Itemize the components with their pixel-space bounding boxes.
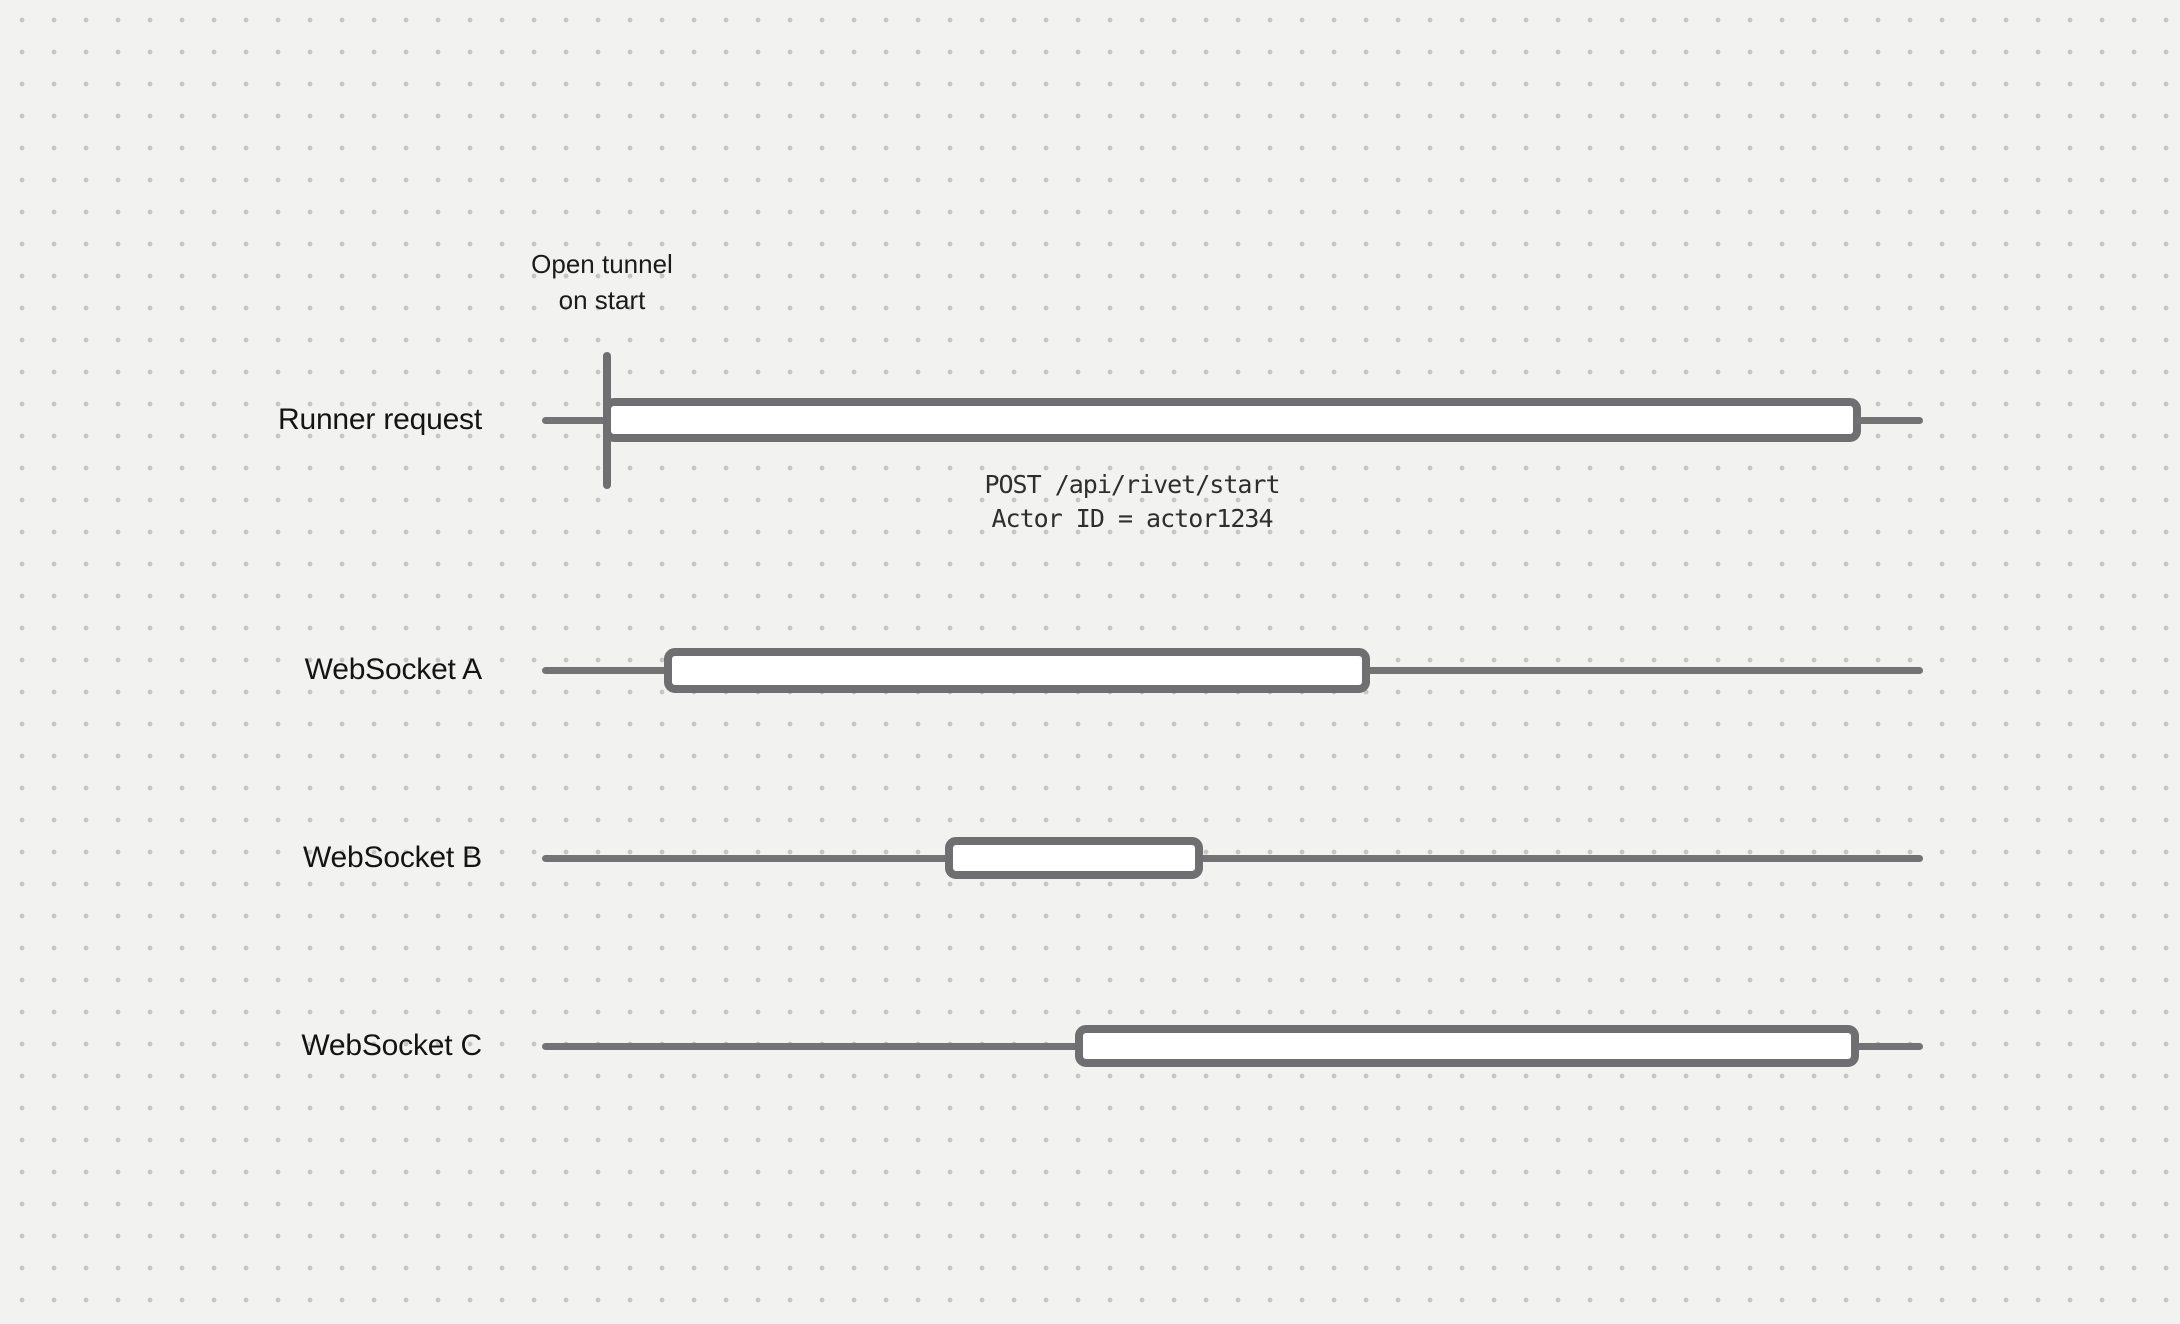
open-tunnel-note-line1: Open tunnel <box>531 249 673 279</box>
open-tunnel-note-line2: on start <box>558 285 646 315</box>
request-code-line1: POST /api/rivet/start <box>984 470 1280 499</box>
lifeline-websocket-b <box>542 855 1923 862</box>
request-code-note <box>832 468 1432 536</box>
start-tick-marker <box>603 352 611 489</box>
lane-label-websocket-c: WebSocket C <box>301 1029 482 1062</box>
lifeline-runner-left-stub <box>542 417 610 424</box>
activation-bar-websocket-b <box>945 837 1203 879</box>
activation-bar-websocket-a <box>664 648 1370 693</box>
lane-label-websocket-b: WebSocket B <box>302 841 482 874</box>
lane-label-runner-request: Runner request <box>278 403 482 436</box>
request-code-line2: Actor ID = actor1234 <box>991 504 1273 533</box>
open-tunnel-note <box>452 246 752 318</box>
activation-bar-runner-request <box>603 398 1861 442</box>
lifeline-runner-right-stub <box>1856 417 1923 424</box>
lane-label-websocket-a: WebSocket A <box>304 653 482 686</box>
activation-bar-websocket-c <box>1075 1025 1859 1067</box>
